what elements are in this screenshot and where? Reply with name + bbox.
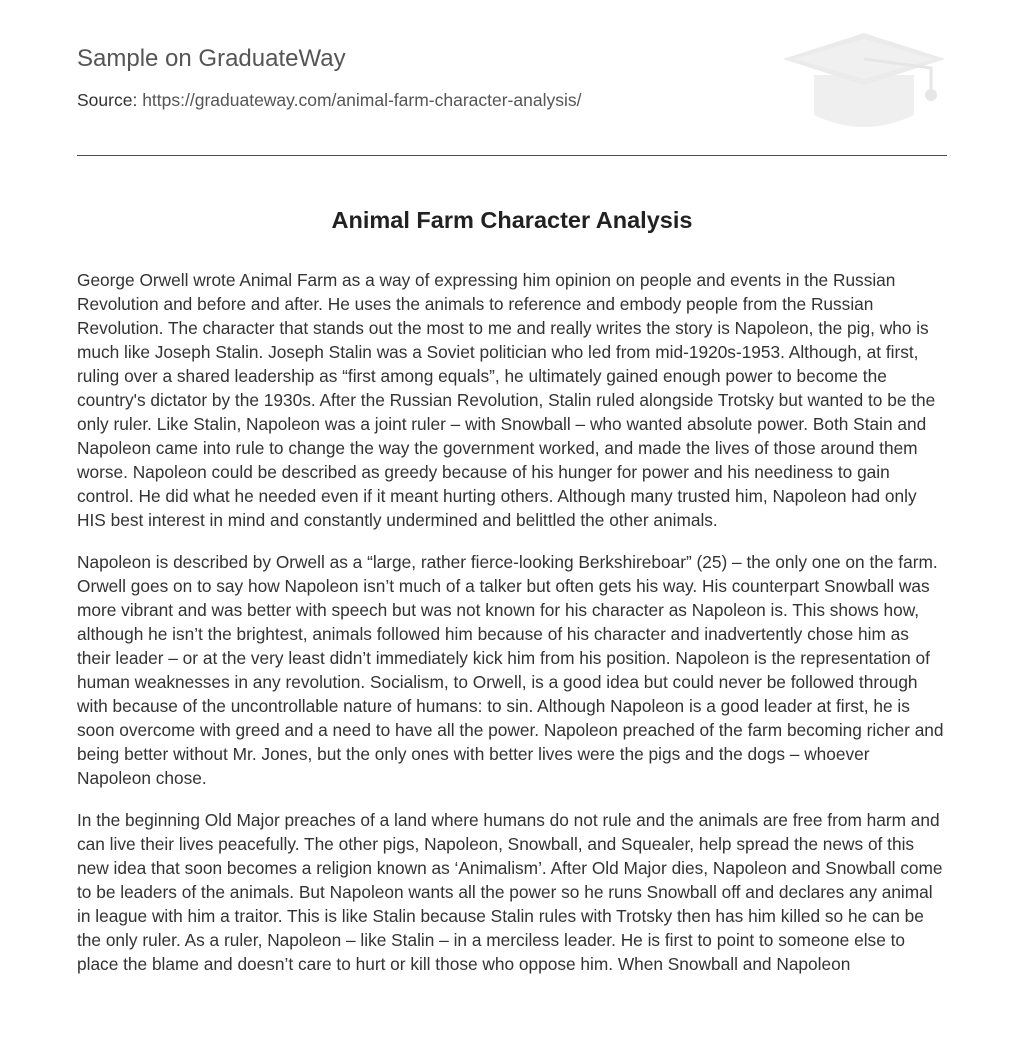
source-label: Source: (77, 90, 138, 110)
document-body (77, 268, 947, 994)
source-link[interactable]: https://graduateway.com/animal-farm-character-analysis/ (142, 90, 582, 110)
paragraph: Napoleon is described by Orwell as a “large, rather fierce-looking Berkshireboar” (25) – the only one on the farm. Orwell goes on to say how Napoleon isn’t much of a talker but often gets his way. His counterpart Snowball was more vibrant and was better with speech but was not known for his character as Napoleon is. This shows how, although he isn’t the brightest, animals followed him because of his character and inadvertently chose him as their leader – or at the very least didn’t immediately kick him from his position. Napoleon is the representation of human weaknesses in any revolution. Socialism, to Orwell, is a good idea but could never be followed through with because of the uncontrollable nature of humans: to sin. Although Napoleon is a good leader at first, he is soon overcome with greed and a need to have all the power. Napoleon preached of the farm becoming richer and being better without Mr. Jones, but the only ones with better lives were the pigs and the dogs – whoever Napoleon chose. (77, 552, 944, 788)
site-title: Sample on GraduateWay (77, 45, 346, 72)
paragraph: George Orwell wrote Animal Farm as a way of expressing him opinion on people and events in the Russian Revolution and before and after. He uses the animals to reference and embody people from the Russian Revolution. The character that stands out the most to me and really writes the story is Napoleon, the pig, who is much like Joseph Stalin. Joseph Stalin was a Soviet politician who led from mid-1920s-1953. Although, at first, ruling over a shared leadership as “first among equals”, he ultimately gained enough power to become the country's dictator by the 1930s. After the Russian Revolution, Stalin ruled alongside Trotsky but wanted to be the only ruler. Like Stalin, Napoleon was a joint ruler – with Snowball – who wanted absolute power. Both Stain and Napoleon came into rule to change the way the government worked, and made the lives of those around them worse. Napoleon could be described as greedy because of his hunger for power and his neediness to gain control. He did what he needed even if it meant hurting others. Although many trusted him, Napoleon had only HIS best interest in mind and constantly undermined and belittled the other animals. (77, 270, 936, 530)
graduation-cap-icon (781, 31, 947, 131)
document-title: Animal Farm Character Analysis (331, 207, 693, 233)
header-divider (77, 155, 947, 156)
source-line (77, 89, 581, 111)
page-header (77, 0, 947, 156)
paragraph: In the beginning Old Major preaches of a land where humans do not rule and the animals are free from harm and can live their lives peacefully. The other pigs, Napoleon, Snowball, and Squealer, help spread the news of this new idea that soon becomes a religion known as ‘Animalism’. After Old Major dies, Napoleon and Snowball come to be leaders of the animals. But Napoleon wants all the power so he runs Snowball off and declares any animal in league with him a traitor. This is like Stalin because Stalin rules with Trotsky then has him killed so he can be the only ruler. As a ruler, Napoleon – like Stalin – in a merciless leader. He is first to point to someone else to place the blame and doesn’t care to hurt or kill those who oppose him. When Snowball and Napoleon (77, 810, 943, 974)
